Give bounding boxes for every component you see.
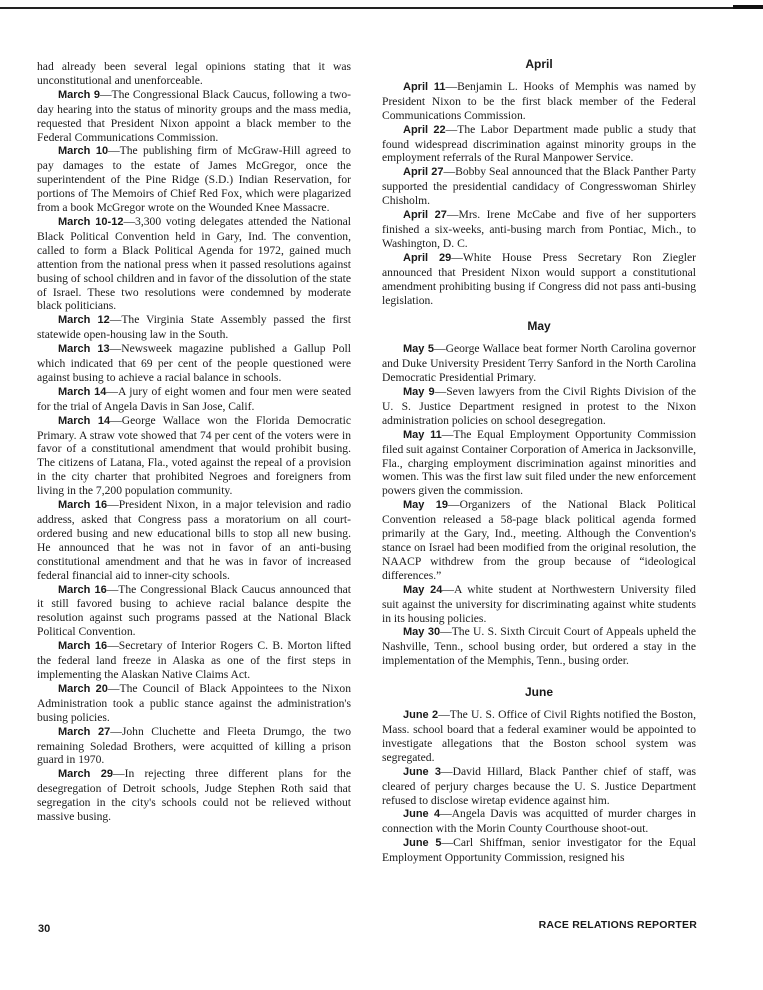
entry-date: April 27 xyxy=(403,209,447,222)
chronology-entry xyxy=(37,767,351,824)
chronology-entry xyxy=(37,88,351,145)
entry-date: March 10-12 xyxy=(58,215,124,228)
entry-text: —In rejecting three different plans for the desegregation of Detroit schools, Judge Stephen Roth said that segregation in the city's schools could not be relieved without massive busing. xyxy=(37,767,351,824)
entry-date: June 5 xyxy=(403,837,442,850)
chronology-entry xyxy=(382,625,696,668)
chronology-entry xyxy=(382,123,696,166)
entry-date: May 30 xyxy=(403,626,441,639)
entry-text: —Carl Shiffman, senior investigator for the Equal Employment Opportunity Commission, resigned his xyxy=(382,836,696,865)
entry-date: April 29 xyxy=(403,251,452,264)
entry-text: —Newsweek magazine published a Gallup Poll which indicated that 69 per cent of the people questioned were against busing to achieve a racial balance in schools. xyxy=(37,342,351,384)
chronology-entry xyxy=(382,165,696,208)
chronology-entry xyxy=(382,251,696,308)
entry-date: April 11 xyxy=(403,80,446,93)
entry-text: —The Labor Department made public a study that found widespread discrimination against minority groups in the employment referrals of the Rural Manpower Service. xyxy=(382,122,696,165)
publication-footer: RACE RELATIONS REPORTER xyxy=(538,919,697,931)
entry-date: March 29 xyxy=(58,768,113,781)
entry-date: March 16 xyxy=(58,499,108,512)
month-heading: June xyxy=(524,685,553,700)
entry-date: March 14 xyxy=(58,414,111,427)
month-heading: May xyxy=(527,319,551,334)
chronology-entry xyxy=(382,708,696,765)
chronology-entry xyxy=(37,313,351,342)
entry-text: —Organizers of the National Black Political Convention released a 58-page black political agenda formed primarily at the Gary, Ind., meeting. Although the Convention's stance on Israel had been modified from the original resolution, the NAACP withdrew from the group because of “ideological differences.” xyxy=(382,498,696,582)
entry-date: March 27 xyxy=(58,725,111,738)
entry-date: April 22 xyxy=(403,123,446,136)
entry-text: —A white student at Northwestern University filed suit against the university for discriminating against white students in its housing policies. xyxy=(382,582,696,625)
entry-date: March 12 xyxy=(58,314,110,327)
entry-date: March 16 xyxy=(58,583,107,596)
chronology-entry xyxy=(37,682,351,725)
entry-text: —The Congressional Black Caucus, following a two-day hearing into the status of minority groups and the mass media, requested that President Nixon appoint a black member to the Federal Communications Commission. xyxy=(37,87,351,144)
entry-text: —The U. S. Office of Civil Rights notified the Boston, Mass. school board that a federal examiner would be appointed to investigate allegations that the Boston school system was segregated. xyxy=(382,708,696,764)
entry-text: —John Cluchette and Fleeta Drumgo, the two remaining Soledad Brothers, were acquitted of killing a prison guard in 1970. xyxy=(37,724,351,767)
entry-text: —President Nixon, in a major television and radio address, asked that Congress pass a moratorium on all court-ordered busing and new educational bills to stop all new busing. He announced that he was not in favor of an anti-busing constitutional amendment and that he was in favor of increased federal financial aid to inner-city schools. xyxy=(37,498,351,582)
chronology-entry xyxy=(382,385,696,428)
entry-text: —White House Press Secretary Ron Ziegler announced that President Nixon would support a constitutional amendment prohibiting busing if Congress did not pass anti-busing legislation. xyxy=(382,250,696,307)
chronology-entry xyxy=(37,498,351,582)
entry-text: —Seven lawyers from the Civil Rights Division of the U. S. Justice Department resigned in protest to the Nixon administration policies on school desegregation. xyxy=(382,385,696,427)
chronology-entry xyxy=(382,836,696,865)
entry-date: May 5 xyxy=(403,343,435,356)
chronology-entry xyxy=(382,807,696,836)
entry-date: March 16 xyxy=(58,640,108,653)
entry-text: —The publishing firm of McGraw-Hill agreed to pay damages to the estate of James McGregor, once the superintendent of the Pine Ridge (S.D.) Indian Reservation, for portions of The Memoirs of Chief Red Fox, which were plagarized from a book McGregor wrote on the Wounded Knee Massacre. xyxy=(37,144,351,215)
entry-date: March 9 xyxy=(58,88,100,101)
right-column xyxy=(382,58,696,865)
entry-date: March 20 xyxy=(58,682,108,695)
left-column xyxy=(37,60,351,824)
entry-text: —3,300 voting delegates attended the National Black Political Convention held in Gary, Ind. The convention, called to form a Black Political Agenda for 1972, gained much attention from the national press when it passed resolutions against busing of school children and in favor of the dissolution of the state of Israel. These two resolutions were condemned by moderate black politicians. xyxy=(37,214,351,313)
chronology-entry xyxy=(382,498,696,582)
top-rule-mark xyxy=(733,5,763,9)
chronology-entry xyxy=(37,215,351,313)
entry-text: —The Virginia State Assembly passed the first statewide open-housing law in the South. xyxy=(37,313,351,342)
entry-text: —The Congressional Black Caucus announced that it still favored busing to achieve racial balance despite the resolution against such programs passed at the National Black Political Convention. xyxy=(37,582,351,639)
chronology-entry xyxy=(37,385,351,414)
entry-date: May 24 xyxy=(403,583,443,596)
entry-date: May 19 xyxy=(403,499,449,512)
month-heading: April xyxy=(525,57,553,71)
entry-date: March 14 xyxy=(58,385,107,398)
page-number: 30 xyxy=(38,923,51,935)
chronology-entry xyxy=(382,428,696,499)
entry-date: May 11 xyxy=(403,428,442,441)
entry-date: April 27 xyxy=(403,166,444,179)
entry-text: —A jury of eight women and four men were seated for the trial of Angela Davis in San Jose, Calif. xyxy=(37,384,351,413)
entry-date: June 2 xyxy=(403,709,439,722)
chronology-entry xyxy=(382,342,696,385)
continuation-text: had already been several legal opinions stating that it was unconstitutional and unenforceable. xyxy=(37,60,351,87)
entry-text: —The Council of Black Appointees to the Nixon Administration took a public stance against the administration's busing policies. xyxy=(37,681,351,724)
chronology-entry xyxy=(37,342,351,385)
chronology-entry xyxy=(382,80,696,123)
entry-text: —David Hillard, Black Panther chief of staff, was cleared of perjury charges because the U. S. Justice Department refused to disclose wiretap evidence against him. xyxy=(382,764,696,807)
entry-date: June 3 xyxy=(403,765,442,778)
entry-date: March 13 xyxy=(58,343,110,356)
chronology-entry xyxy=(37,144,351,215)
entry-text: —Bobby Seal announced that the Black Panther Party supported the presidential candidacy of Congresswoman Shirley Chisholm. xyxy=(382,165,696,208)
chronology-entry xyxy=(37,583,351,640)
entry-date: March 10 xyxy=(58,145,109,158)
chronology-entry xyxy=(37,639,351,682)
entry-text: —Mrs. Irene McCabe and five of her supporters finished a six-weeks, anti-busing march from Pontiac, Mich., to Washington, D. C. xyxy=(382,208,696,250)
entry-date: May 9 xyxy=(403,386,435,399)
left-entries xyxy=(37,88,351,824)
entry-text: —Angela Davis was acquitted of murder charges in connection with the Morin County Courthouse shoot-out. xyxy=(382,807,696,836)
chronology-entry xyxy=(382,765,696,808)
entry-text: —The Equal Employment Opportunity Commission filed suit against Container Corporation of America in Jacksonville, Fla., charging employment discrimination against minorities and women. This was the first law suit filed under the new enforcement powers given the commission. xyxy=(382,427,696,498)
entry-text: —Benjamin L. Hooks of Memphis was named by President Nixon to be the first black member of the Federal Communications Commission. xyxy=(382,79,696,122)
chronology-entry xyxy=(382,583,696,626)
entry-text: —George Wallace won the Florida Democratic Primary. A straw vote showed that 74 per cent of the voters were in favor of a constitutional amendment that would prohibit busing. The citizens of Latana, Fla., voted against the repeal of a provision in the city charter that prohibited Negroes and foreigners from living in the 7,200 population community. xyxy=(37,413,351,498)
entry-date: June 4 xyxy=(403,808,441,821)
chronology-entry xyxy=(37,414,351,498)
entry-text: —The U. S. Sixth Circuit Court of Appeals upheld the Nashville, Tenn., school busing order, but ordered a stay in the implementation of the Memphis, Tenn., busing order. xyxy=(382,625,696,668)
entry-text: —Secretary of Interior Rogers C. B. Morton lifted the federal land freeze in Alaska as one of the first steps in implementing the Alaskan Native Claims Act. xyxy=(37,639,351,681)
chronology-entry xyxy=(37,725,351,768)
top-rule xyxy=(0,7,763,9)
chronology-entry xyxy=(382,208,696,251)
entry-text: —George Wallace beat former North Carolina governor and Duke University President Terry Sanford in the North Carolina Democratic Presidential Primary. xyxy=(382,342,696,385)
